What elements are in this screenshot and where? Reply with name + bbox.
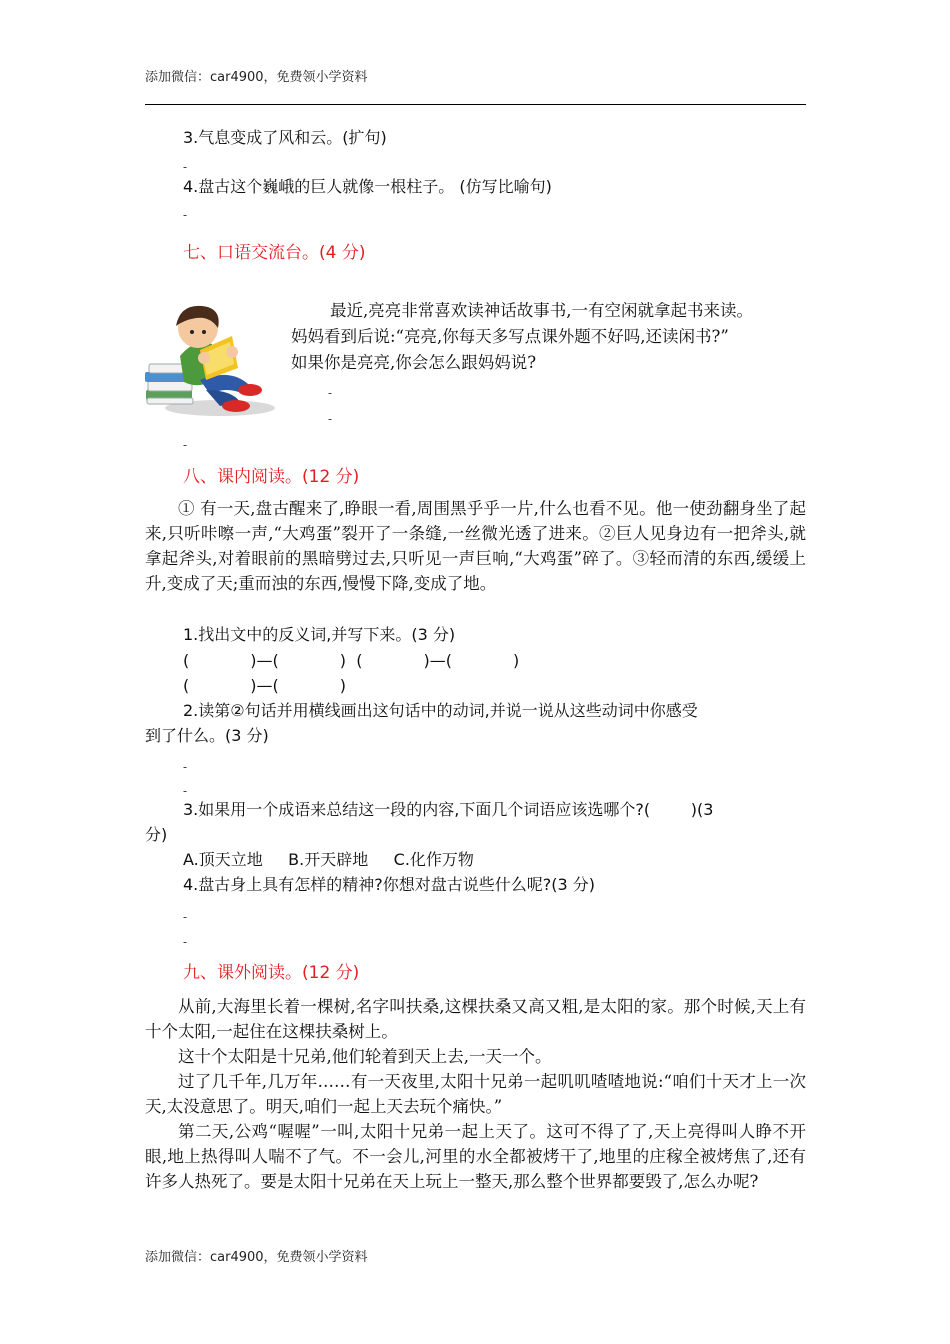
question-8-3-line-1: 3.如果用一个成语来总结这一段的内容,下面几个词语应该选哪个?( )(3 [183, 800, 714, 819]
passage-paragraph: 过了几千年,几万年……有一天夜里,太阳十兄弟一起叽叽喳喳地说:“咱们十天才上一次天,太没意思了。明天,咱们一起上天去玩个痛快。” [145, 1072, 806, 1116]
antonym-blank-row-2[interactable]: ( )—( ) [183, 676, 347, 695]
section-9-title: 九、课外阅读。(12 分) [183, 963, 360, 983]
answer-line[interactable]: - [183, 935, 188, 949]
answer-line[interactable]: - [328, 412, 333, 426]
answer-line[interactable]: - [183, 438, 188, 452]
question-8-3-options: A.顶天立地 B.开天辟地 C.化作万物 [183, 850, 474, 869]
answer-line[interactable]: - [183, 760, 188, 774]
section-7-text-line-2: 妈妈看到后说:“亮亮,你每天多写点课外题不好吗,还读闲书?” [291, 327, 729, 346]
boy-reading-illustration [140, 298, 280, 420]
question-8-4: 4.盘古身上具有怎样的精神?你想对盘古说些什么呢?(3 分) [183, 875, 596, 894]
question-8-2-line-1: 2.读第②句话并用横线画出这句话中的动词,并说一说从这些动词中你感受 [183, 701, 698, 720]
antonym-blank-row-1[interactable]: ( )—( ) ( )—( ) [183, 651, 520, 670]
question-6-3: 3.气息变成了风和云。(扩句) [183, 128, 387, 147]
passage-paragraph: ① 有一天,盘古醒来了,睁眼一看,周围黑乎乎一片,什么也看不见。他一使劲翻身坐了起来,只听咔嚓一声,“大鸡蛋”裂开了一条缝,一丝微光透了进来。②巨人见身边有一把斧头,就拿起斧头,对着眼前的黑暗劈过去,只听见一声巨响,“大鸡蛋”碎了。③轻而清的东西,缓缓上升,变成了天;重而浊的东西,慢慢下降,变成了地。 [145, 499, 806, 593]
section-8-title: 八、课内阅读。(12 分) [183, 467, 360, 487]
passage-paragraph: 第二天,公鸡“喔喔”一叫,太阳十兄弟一起上天了。这可不得了了,天上亮得叫人睁不开眼,地上热得叫人喘不了气。不一会儿,河里的水全都被烤干了,地里的庄稼全被烤焦了,还有许多人热死了。要是太阳十兄弟在天上玩上一整天,那么整个世界都要毁了,怎么办呢? [145, 1122, 806, 1191]
question-6-4: 4.盘古这个巍峨的巨人就像一根柱子。 (仿写比喻句) [183, 177, 552, 196]
section-9-passage [145, 994, 806, 1194]
answer-line[interactable]: - [328, 386, 333, 400]
header-rule [145, 104, 806, 105]
passage-paragraph: 从前,大海里长着一棵树,名字叫扶桑,这棵扶桑又高又粗,是太阳的家。那个时候,天上有十个太阳,一起住在这棵扶桑树上。 [145, 997, 806, 1041]
passage-paragraph: 这十个太阳是十兄弟,他们轮着到天上去,一天一个。 [178, 1047, 552, 1066]
section-7-text-line-1: 最近,亮亮非常喜欢读神话故事书,一有空闲就拿起书来读。 [330, 301, 753, 320]
answer-line[interactable]: - [183, 208, 188, 222]
answer-line[interactable]: - [183, 784, 188, 798]
question-8-1: 1.找出文中的反义词,并写下来。(3 分) [183, 625, 456, 644]
question-8-3-line-2: 分) [145, 825, 168, 844]
question-8-2-line-2: 到了什么。(3 分) [145, 726, 269, 745]
section-7-text-line-3: 如果你是亮亮,你会怎么跟妈妈说? [291, 353, 537, 372]
answer-line[interactable]: - [183, 910, 188, 924]
section-8-passage [145, 496, 806, 596]
page-header: 添加微信：car4900，免费领小学资料 [145, 70, 368, 85]
page-footer: 添加微信：car4900，免费领小学资料 [145, 1250, 368, 1265]
section-7-title: 七、口语交流台。(4 分) [183, 243, 366, 263]
answer-line[interactable]: - [183, 160, 188, 174]
